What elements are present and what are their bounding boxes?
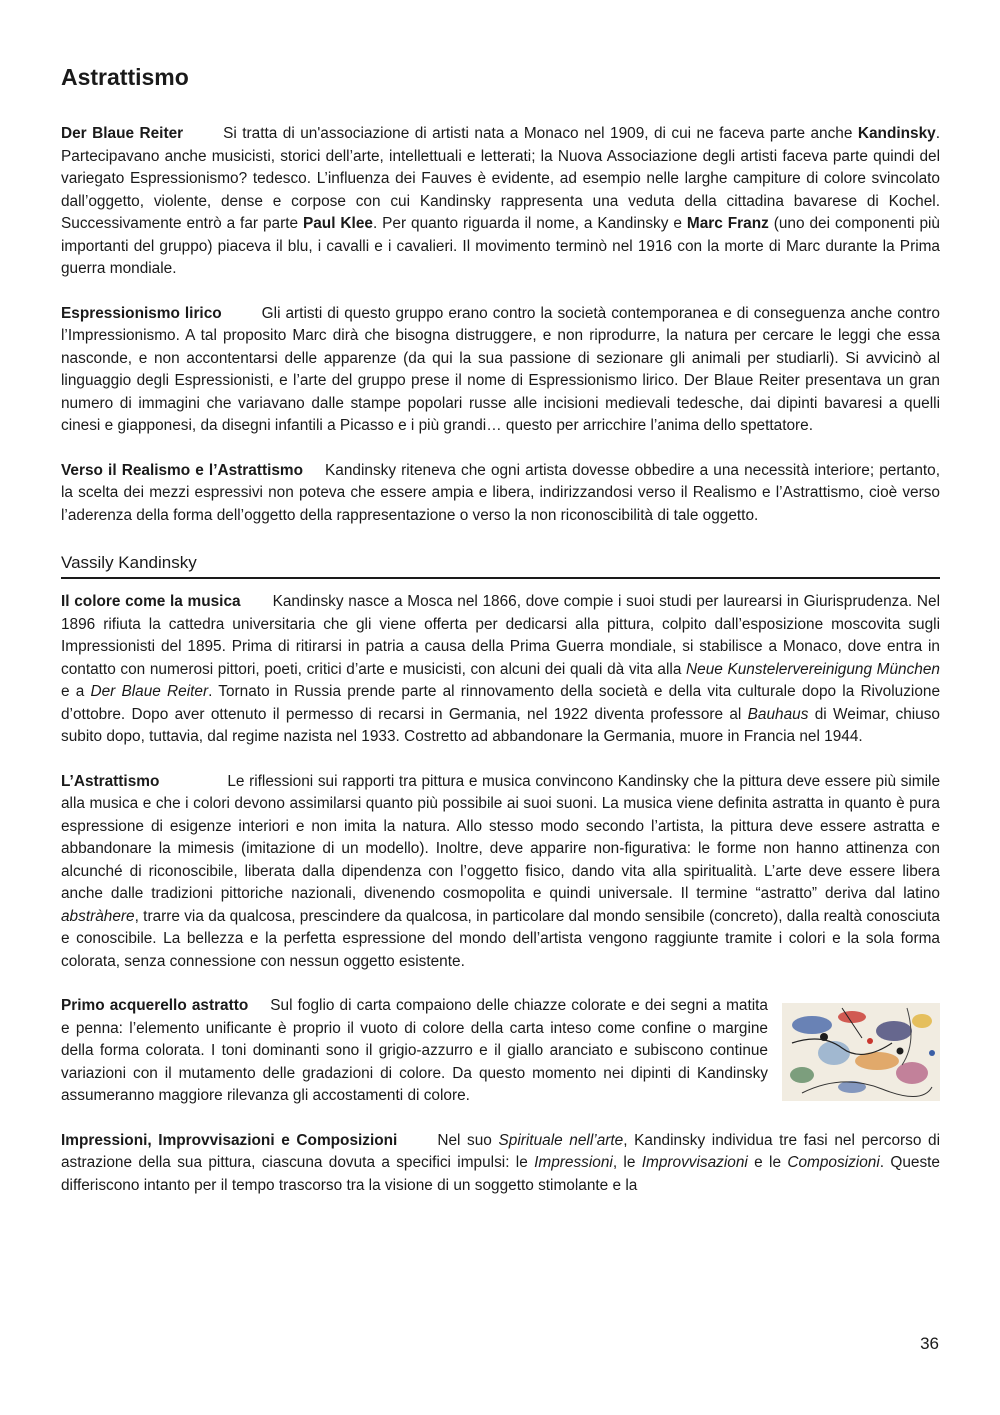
paragraph-verso-il-realismo [61,460,940,528]
paragraph-text: . Queste differiscono intanto per il tempo trascorso tra la visione di un soggetto stimolante e la [61,1154,940,1194]
italic-text: abstràhere [61,907,135,925]
paragraph-l-astrattismo [61,771,940,974]
paragraph-il-colore-come-la-musica [61,591,940,749]
paragraph-heading: Primo acquerello astratto [61,997,249,1014]
paragraph-text: Gli artisti di questo gruppo erano contro la società contemporanea e di conseguenza anche contro l’Impressionismo. A tal proposito Marc dirà che bisogna distruggere, e non riprodurre, la natura per cercare le leggi che essa nasconde, e non accontentarsi delle apparenze (da qui la sua passione di sezionare gli animali per studiarli). Si avvicinò al linguaggio degli Espressionisti, e l’arte del gruppo prese il nome di Espressionismo lirico. Der Blaue Reiter presentava un gran numero di immagini che variavano dalle stampe popolari russe alle incisioni medievali tedesche, dai dipinti bavaresi a quelli cinesi e giapponesi, da disegni infantili a Picasso e i più grandi… questo per arricchire l’anima dello spettatore. [61,304,940,434]
paragraph-heading: Impressioni, Improvvisazioni e Composizioni [61,1131,398,1149]
italic-text: Bauhaus [747,705,809,723]
paragraph-text: Le riflessioni sui rapporti tra pittura e musica convincono Kandinsky che la pittura deve essere più simile alla musica e che i colori devono assimilarsi quanto più possibile ai suoi suoni. La musica viene definita astratta in quanto è pura espressione di esigenze interiori e non imita la natura. Allo stesso modo secondo l’artista, la pittura deve essere astratta e abbandonare la mimesis (imitazione di un modello). Inoltre, deve apparire non-figurativa: le forme non hanno attinenza con alcunché di riconoscibile, liberata dalla dipendenza con l’oggetto fisico, dando vita alla spiritualità. L’arte deve essere libera anche dalle tradizioni pittoriche nazionali, divenendo cosmopolita e quindi universale. Il termine “astratto” deriva dal latino [61,772,940,902]
document-page [61,60,940,1219]
italic-text: Der Blaue Reiter [90,683,209,700]
paragraph-primo-acquerello-astratto [61,995,940,1108]
paragraph-text: Sul foglio di carta compaiono delle chiazze colorate e dei segni a matita e penna: l’elemento unificante è proprio il vuoto di colore della carta inteso come confine o margine della forma colorata. I toni dominanti sono il grigio-azzurro e il giallo aranciato e subiscono continue variazioni con il mutamento delle gradazioni di colore. Da questo momento nei dipinti di Kandinsky assumeranno maggiore rilevanza gli accostamenti di colore. [61,997,768,1104]
bold-text: Kandinsky [857,125,936,142]
italic-text: Impressioni [534,1154,613,1171]
paragraph-heading: L’Astrattismo [61,772,160,790]
paragraph-text: . Partecipavano anche musicisti, storici dell’arte, intellettuali e letterati; la Nuova Associazione degli artisti faceva parte quindi del variegato Espressionismo? tedesco. L’influenza dei Fauves è evidente, ad esempio nelle larghe campiture di colore svincolato dall’oggetto, violente, dense e corpose con cui Kandinsky rappresenta una veduta della cittadina bavarese di Kochel. Successivamente entrò a far parte [61,125,940,232]
section-subtitle: Vassily Kandinsky [61,551,940,579]
paragraph-heading: Il colore come la musica [61,593,241,610]
page-title: Astrattismo [61,64,189,90]
paragraph-text: Kandinsky nasce a Mosca nel 1866, dove compie i suoi studi per laurearsi in Giurisprudenza. Nel 1896 rifiuta la cattedra universitaria che gli viene offerta per dedicarsi alla pittura, colpito dall’esposizione moscovita sugli Impressionisti del 1895. Prima di ritirarsi in patria a causa della Prima Guerra mondiale, si stabilisce a Monaco, dove entra in contatto con numerosi pittori, poeti, critici d’arte e musicisti, con alcuni dei quali dà vita alla [61,593,940,678]
paragraph-text: Nel suo [437,1131,499,1149]
paragraph-text: . Tornato in Russia prende parte al rinnovamento della società e della vita culturale dopo la Rivoluzione d’ottobre. Dopo aver ottenuto il permesso di recarsi in Germania, nel 1922 diventa professore al [61,683,940,723]
italic-text: Composizioni [787,1154,880,1171]
page-number: 36 [920,1334,939,1353]
paragraph-text: (uno dei componenti più importanti del gruppo) piaceva il blu, i cavalli e i cavalieri. Il movimento terminò nel 1916 con la morte di Marc durante la Prima guerra mondiale. [61,215,940,277]
italic-text: Improvvisazioni [641,1154,748,1171]
paragraph-impressioni-improvvisazioni [61,1130,940,1198]
paragraph-heading: Espressionismo lirico [61,304,222,322]
paragraph-espressionismo-lirico [61,303,940,438]
paragraph-heading: Verso il Realismo e l’Astrattismo [61,461,304,479]
paragraph-text: e le [747,1154,788,1171]
paragraph-text: , le [612,1154,642,1171]
bold-text: Paul Klee [302,215,373,232]
italic-text: Neue Kunstelervereinigung München [686,660,940,678]
paragraph-der-blaue-reiter [61,123,940,281]
bold-text: Marc Franz [686,215,769,232]
paragraph-text: Si tratta di un'associazione di artisti nata a Monaco nel 1909, di cui ne faceva parte anche [223,125,858,142]
paragraph-text: Kandinsky riteneva che ogni artista dovesse obbedire a una necessità interiore; pertanto, la scelta dei mezzi espressivi non poteva che essere ampia e libera, indirizzandosi verso il Realismo e l’Astrattismo, cioè verso l’aderenza della forma dell’oggetto della rappresentazione o verso la non riconoscibilità di tale oggetto. [61,461,940,524]
abstract-watercolor-image [782,1003,940,1101]
paragraph-heading: Der Blaue Reiter [61,125,184,142]
paragraph-text: . Per quanto riguarda il nome, a Kandinsky e [372,215,687,232]
paragraph-text: di Weimar, chiuso subito dopo, tuttavia, dal regime nazista nel 1933. Costretto ad abbandonare la Germania, muore in Francia nel 1944. [61,705,940,745]
paragraph-text: , Kandinsky individua tre fasi nel percorso di astrazione della sua pittura, ciascuna dovuta a specifici impulsi: le [61,1131,940,1171]
italic-text: Spirituale nell’arte [498,1131,624,1149]
paragraph-text: e a [61,683,91,700]
paragraph-text: , trarre via da qualcosa, prescindere da qualcosa, in particolare dal mondo sensibile (concreto), dalla realtà conosciuta e conoscibile. La bellezza e la perfetta espressione del mondo dell’artista vengono raggiunte tramite i colori e la sola forma colorata, senza connessione con nessun oggetto esistente. [61,907,940,970]
